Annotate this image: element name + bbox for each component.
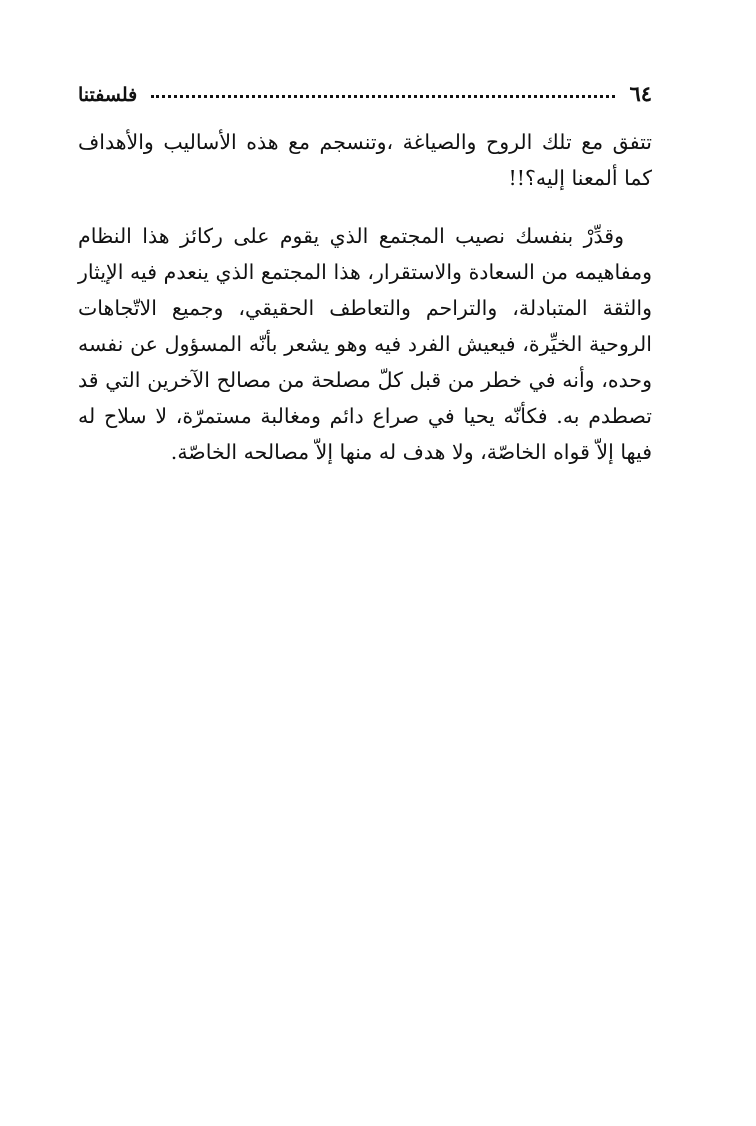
paragraph-1: تتفق مع تلك الروح والصياغة ،وتنسجم مع هذه الأساليب والأهداف كما ألمعنا إليه؟!! [78,130,652,190]
page-number: ٦٤ [629,81,652,106]
dotted-leader [151,95,615,98]
running-title: فلسفتنا [78,84,138,106]
body-text [78,124,652,470]
page-header [78,72,652,106]
paragraph-2: وقدِّرْ بنفسك نصيب المجتمع الذي يقوم على ركائز هذا النظام ومفاهيمه من السعادة والاستقرار، هذا المجتمع الذي ينعدم فيه الإيثار والثقة المتبادلة، والتراحم والتعاطف الحقيقي، وجميع الاتّجاهات الروحية الخيِّرة، فيعيش الفرد فيه وهو يشعر بأنّه المسؤول عن نفسه وحده، وأنه في خطر من قبل كلّ مصلحة من مصالح الآخرين التي قد تصطدم به. فكأنّه يحيا في صراع دائم ومغالبة مستمرّة، لا سلاح له فيها إلاّ قواه الخاصّة، ولا هدف له منها إلاّ مصالحه الخاصّة. [78,224,652,464]
